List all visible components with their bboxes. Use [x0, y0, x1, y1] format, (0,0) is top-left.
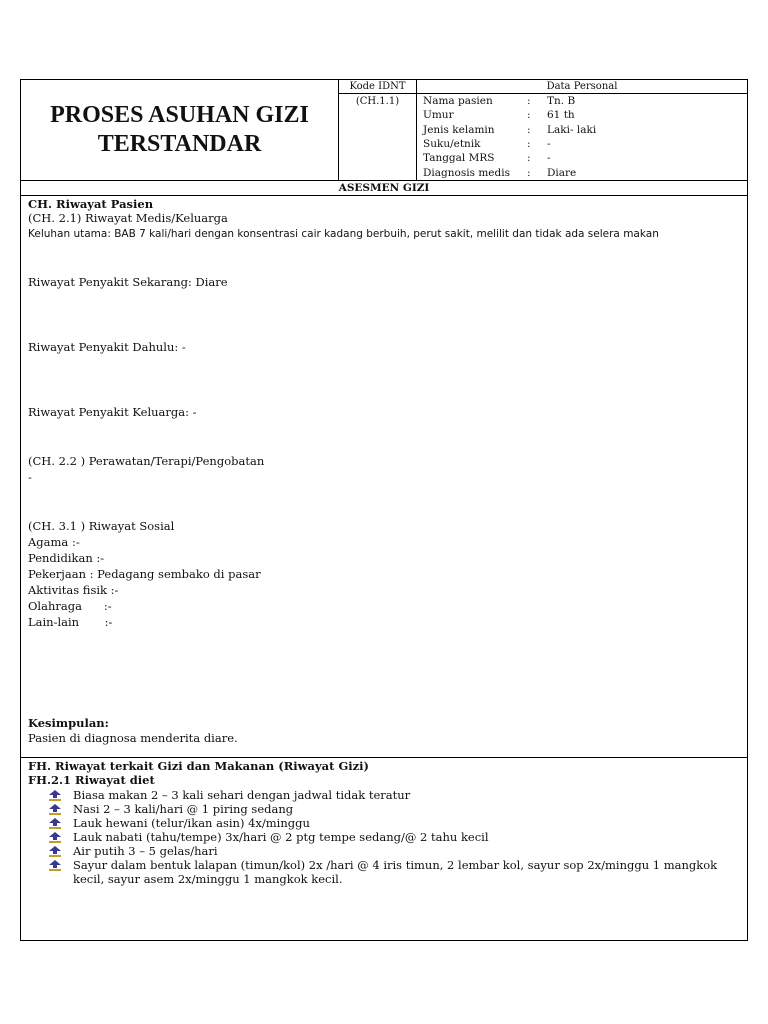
field-label: Umur [423, 109, 454, 122]
arrow-bullet-icon [49, 846, 61, 857]
assessment-form [20, 79, 748, 941]
perawatan-heading: (CH. 2.2 ) Perawatan/Terapi/Pengobatan [28, 454, 265, 468]
fh-riwayat-diet: FH.2.1 Riwayat diet [28, 773, 155, 787]
keluhan-utama: Keluhan utama: BAB 7 kali/hari dengan konsentrasi cair kadang berbuih, perut sakit, melilit dan tidak ada selera makan [28, 228, 659, 240]
form-header [21, 80, 747, 180]
perawatan-value: - [28, 470, 32, 484]
field-label: Suku/etnik [423, 137, 481, 150]
fh-heading: FH. Riwayat terkait Gizi dan Makanan (Riwayat Gizi) [28, 759, 369, 773]
title-line-2: TERSTANDAR [97, 131, 262, 157]
field-value: Laki- laki [547, 123, 597, 136]
lain-lain: Lain-lain :- [28, 615, 113, 629]
arrow-bullet-icon [49, 790, 61, 801]
data-personal-label: Data Personal [417, 80, 747, 94]
diet-item-text: Air putih 3 – 5 gelas/hari [73, 844, 218, 858]
medis-keluarga-heading: (CH. 2.1) Riwayat Medis/Keluarga [28, 211, 228, 225]
field-colon: : [527, 109, 531, 122]
kode-idnt-value: (CH.1.1) [355, 96, 400, 107]
agama: Agama :- [28, 535, 80, 549]
field-colon: : [527, 95, 531, 107]
diet-list-item [49, 830, 739, 844]
arrow-bullet-icon [49, 818, 61, 829]
diet-list-item [49, 844, 739, 858]
diet-item-text: Lauk nabati (tahu/tempe) 3x/hari @ 2 ptg tempe sedang/@ 2 tahu kecil [73, 830, 489, 844]
form-title [50, 101, 309, 159]
diet-list [49, 788, 739, 886]
diet-item-text: Sayur dalam bentuk lalapan (timun/kol) 2x /hari @ 4 iris timun, 2 lembar kol, sayur sop 2x/minggu 1 mangkok kecil, sayur asem 2x/minggu 1 mangkok kecil. [73, 858, 718, 886]
diet-item-text: Nasi 2 – 3 kali/hari @ 1 piring sedang [73, 802, 294, 816]
riwayat-keluarga: Riwayat Penyakit Keluarga: - [28, 405, 197, 419]
arrow-bullet-icon [49, 804, 61, 815]
field-label: Nama pasien [423, 95, 493, 107]
riwayat-dahulu: Riwayat Penyakit Dahulu: - [28, 340, 186, 354]
personal-field-row [423, 94, 743, 108]
riwayat-pasien-heading: CH. Riwayat Pasien [28, 197, 154, 211]
diet-list-item [49, 858, 739, 886]
diet-list-item [49, 788, 739, 802]
title-line-1: PROSES ASUHAN GIZI [50, 102, 309, 128]
field-value: Diare [547, 166, 577, 179]
pendidikan: Pendidikan :- [28, 551, 105, 565]
title-cell [21, 80, 339, 180]
aktivitas-fisik: Aktivitas fisik :- [28, 583, 119, 597]
diet-item-text: Biasa makan 2 – 3 kali sehari dengan jadwal tidak teratur [73, 788, 411, 802]
kesimpulan-text: Pasien di diagnosa menderita diare. [28, 731, 238, 745]
personal-field-row [423, 151, 743, 165]
field-colon: : [527, 166, 531, 179]
field-label: Jenis kelamin [423, 123, 495, 136]
kode-idnt-label: Kode IDNT [339, 80, 416, 94]
field-value: Tn. B [547, 95, 576, 107]
section-heading-asesmen: ASESMEN GIZI [21, 180, 747, 196]
patient-history-section [21, 196, 747, 758]
riwayat-sekarang: Riwayat Penyakit Sekarang: Diare [28, 275, 228, 289]
olahraga: Olahraga :- [28, 599, 112, 613]
riwayat-sosial-heading: (CH. 3.1 ) Riwayat Sosial [28, 519, 175, 533]
kode-idnt-cell [339, 80, 417, 180]
data-personal-cell [417, 80, 747, 180]
field-value: 61 th [547, 109, 575, 122]
field-colon: : [527, 137, 531, 150]
diet-list-item [49, 802, 739, 816]
kesimpulan-label: Kesimpulan: [28, 716, 109, 730]
field-label: Diagnosis medis [423, 166, 510, 179]
personal-field-row [423, 123, 743, 137]
diet-item-text: Lauk hewani (telur/ikan asin) 4x/minggu [73, 816, 310, 830]
field-colon: : [527, 123, 531, 136]
field-value: - [547, 137, 551, 150]
personal-field-row [423, 166, 743, 180]
field-colon: : [527, 152, 531, 165]
personal-field-row [423, 137, 743, 151]
field-label: Tanggal MRS [423, 152, 495, 165]
arrow-bullet-icon [49, 860, 61, 871]
personal-field-row [423, 108, 743, 122]
pekerjaan: Pekerjaan : Pedagang sembako di pasar [28, 567, 261, 581]
field-value: - [547, 152, 551, 165]
diet-history-section [21, 758, 747, 940]
diet-list-item [49, 816, 739, 830]
arrow-bullet-icon [49, 832, 61, 843]
